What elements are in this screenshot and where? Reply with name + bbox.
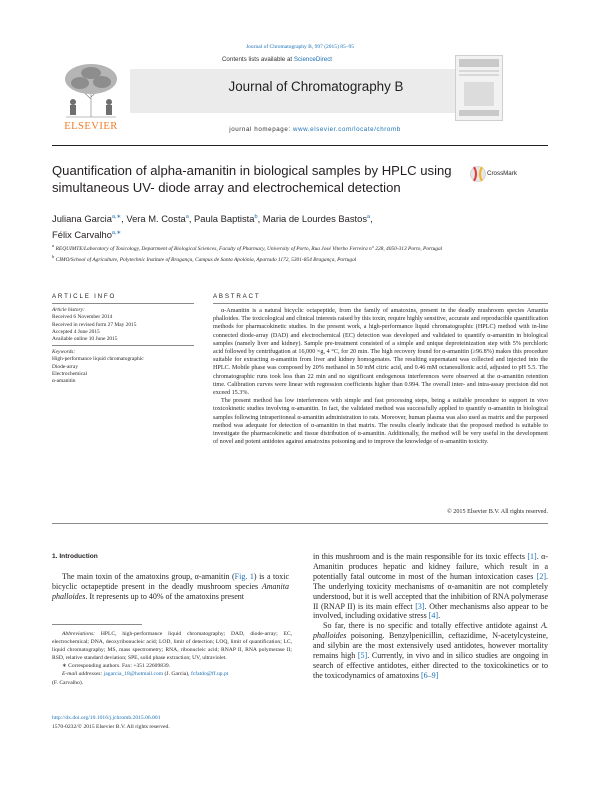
affiliation-a: $^a$ REQUIMTE/Laboratory of Toxicology, Department of Biological Sciences, Faculty of Pharmacy, University of Porto, Rua José Viterbo Ferreira n° 228, 4050-313 Porto, Portugal	[52, 243, 443, 252]
author[interactable]: Vera M. Costa$^a$,	[126, 213, 195, 225]
author[interactable]: Félix Carvalho$^{a,∗}$	[52, 229, 122, 241]
author[interactable]: Paula Baptista$^b$,	[194, 213, 263, 225]
contents-available: Contents lists available at ScienceDirect	[221, 56, 333, 63]
history-item: Received in revised form 27 May 2015	[52, 321, 137, 328]
history-item: Received 6 November 2014	[52, 314, 113, 321]
intro-left-column	[52, 572, 289, 602]
journal-title[interactable]: Journal of Chromatography B	[228, 79, 404, 94]
keywords	[52, 349, 192, 385]
keyword: Electrochemical	[52, 370, 88, 377]
reference-link[interactable]: [1]	[527, 552, 537, 561]
journal-homepage: journal homepage: www.elsevier.com/locate/chromb	[229, 126, 401, 133]
reference-link[interactable]: [6–9]	[420, 670, 439, 680]
author[interactable]: Juliana Garcia$^{a,∗}$,	[52, 213, 127, 225]
footnote-rule	[52, 624, 142, 625]
email-link[interactable]: fcfatdo@ff.up.pt	[190, 671, 229, 678]
email-note-tail: (F. Carvalho).	[52, 679, 84, 686]
abstract-rule-bottom	[52, 523, 548, 524]
email-link[interactable]: jagarcia_18@hotmail.com	[103, 671, 164, 678]
affiliation-b: $^b$ CIMO/School of Agriculture, Polytechnic Institute of Bragança, Campus de Santa Apolónia, Apartado 1172, 5301-854 Bragança, Portugal	[52, 254, 357, 263]
keyword: High-performance liquid chromatographic	[52, 356, 144, 363]
journal-cover-thumbnail[interactable]	[455, 55, 503, 121]
crossmark-label: CrossMark	[487, 170, 517, 177]
citation-line[interactable]: Journal of Chromatography B, 997 (2015) 85–95	[246, 44, 354, 50]
journal-header	[52, 55, 502, 137]
homepage-link[interactable]: www.elsevier.com/locate/chromb	[293, 126, 401, 133]
figure-link[interactable]: Fig. 1	[234, 572, 254, 581]
history-item: Available online 10 June 2015	[52, 336, 118, 343]
abstract-paragraph: α-Amanitin is a natural bicyclic octapeptide, from the family of amatoxins, present in the deadly mushroom species Amanita phalloides. The toxicological and clinical interests raised by this toxin, require highly sensitive, accurate and reproducible quantification methods for pharmacokinetic studies. In the present work, a high-performance liquid chromatographic (HPLC) method with in-line connected diode-array (DAD) and electrochemical (EC) detection was developed and validated to quantify α-amanitin in biological samples (namely liver and kidney). Sample pre-treatment consisted of a simple and unique deproteinization step with 5% perchloric acid followed by centrifugation at 16,000 ×g, 4 °C, for 20 min. The high recovery found for α-amanitin (≥96.8%) makes this procedure suitable for extracting α-amanitin from liver and kidney homogenates. The resulting supernatant was collected and injected into the HPLC. Mobile phase was composed by 20% methanol in 50 mM citric acid, and 0.46 mM octanesulfonic acid, adjusted to pH 5.5. The chromatographic runs took less than 22 min and no significant endogenous interferences were observed at the α-amanitin retention time. Calibration curves were linear with regression coefficients higher than 0.994. The overall inter- and intra-assay precision did not exceed 15.3%.	[213, 308, 548, 397]
cover-art-icon	[456, 56, 502, 120]
abbreviations: Abbreviations: HPLC, high-performance liquid chromatography; DAD, diode-array; EC, electrochemical; DNA, deoxyribonucleic acid; LOD, limit of detection; LOQ, limit of quantification; LC, liquid chromatography; MS, mass spectrometry; RNA, ribonucleic acid; RNAP II, RNA polymerase II; RSD, relative standard deviation; SPE, solid phase extraction; UV, ultraviolet.	[52, 631, 292, 662]
abstract-body	[213, 307, 548, 446]
history-item: Accepted 4 June 2015	[52, 328, 100, 335]
crossmark-icon	[470, 165, 486, 183]
article-title: Quantification of alpha-amanitin in biological samples by HPLC using simultaneous UV- diode array and electrochemical detection	[52, 163, 452, 195]
article-info-heading: ARTICLE INFO	[52, 293, 117, 300]
footnotes	[52, 630, 292, 687]
reference-link[interactable]: [4]	[428, 611, 439, 621]
keywords-heading: Keywords:	[52, 349, 76, 355]
intro-paragraph: in this mushroom and is the main responsible for its toxic effects [1]. α-Amanitin produces hepatic and kidney failure, which result in a potentially fatal outcome in most of the human intoxication cases [2]. The underlying toxicity mechanisms of α-amanitin are not completely understood, but it is well accepted that the inhibition of RNA polymerase II (RNAP II) is its main effect [3]. Other mechanisms also appear to be involved, including oxidative stress [4].	[313, 552, 548, 621]
reference-link[interactable]: [3]	[415, 601, 425, 611]
sciencedirect-link[interactable]: ScienceDirect	[293, 56, 333, 63]
keyword: α-amanitin	[52, 378, 76, 385]
abstract-heading: ABSTRACT	[213, 293, 261, 300]
intro-right-column	[313, 552, 548, 681]
reference-link[interactable]: [5]	[357, 651, 368, 661]
corresponding-note: ∗ Corresponding authors. Fax: +351 22609839.	[62, 663, 171, 670]
info-rule-top	[52, 303, 194, 304]
email-note: E-mail addresses: jagarcia_18@hotmail.com (J. Garcia), fcfatdo@ff.up.pt	[62, 671, 229, 678]
keyword: Diode-array	[52, 363, 79, 370]
author-list	[52, 210, 472, 242]
author[interactable]: Maria de Lourdes Bastos$^a$,	[262, 213, 373, 225]
article-info	[52, 307, 192, 343]
elsevier-tree-logo	[56, 61, 126, 119]
abstract-copyright: © 2015 Elsevier B.V. All rights reserved.	[447, 509, 548, 515]
doi-block	[52, 714, 302, 731]
reference-link[interactable]: [2]	[536, 571, 546, 581]
intro-paragraph: So far, there is no specific and totally effective antidote against A. phalloides poisoning. Benzylpenicillin, ceftazidime, N-acetylcysteine, and silybin are the most extensively used antidotes, however mortality remains high [5]. Currently, in vivo and in silico studies are ongoing in search of effective antidotes, either directed to the toxicokinetics or to the toxicodynamics of amatoxins [6–9]	[313, 621, 549, 680]
issn-line: 1570-0232/© 2015 Elsevier B.V. All rights reserved.	[52, 723, 170, 730]
abstract-rule-top	[213, 303, 548, 304]
history-heading: Article history:	[52, 307, 85, 313]
header-rule	[52, 145, 548, 146]
intro-paragraph: The main toxin of the amatoxins group, α-amanitin (Fig. 1) is a toxic bicyclic octapeptide present in the deadly mushroom species Amanita phalloides. It represents up to 40% of the amatoxins present	[52, 572, 290, 601]
doi-link[interactable]: http://dx.doi.org/10.1016/j.jchromb.2015.06.001	[52, 715, 161, 721]
info-rule-mid	[52, 345, 194, 346]
affiliations	[52, 242, 502, 264]
elsevier-wordmark[interactable]: ELSEVIER	[64, 121, 118, 132]
introduction-heading: 1. Introduction	[52, 553, 98, 560]
crossmark-button[interactable]	[470, 163, 530, 191]
abstract-paragraph: The present method has low interferences with simple and fast processing steps, being a suitable procedure to support in vivo toxicokinetic studies involving α-amanitin. In fact, the validated method was successfully applied to quantify α-amanitin in biological samples following intraperitoneal α-amanitin administration to rats. Moreover, human plasma was also used as matrix and the purposed method was adequate for detection of α-amanitin in that matrix. The results clearly indicate that the proposed method is suitable to investigate the pharmacokinetic and tissue distribution of α-amanitin. Additionally, the method will be very useful in the development of novel and potent antidotes against amatoxins poisoning and to improve the knowledge of α-amanitin toxicity.	[213, 398, 548, 446]
